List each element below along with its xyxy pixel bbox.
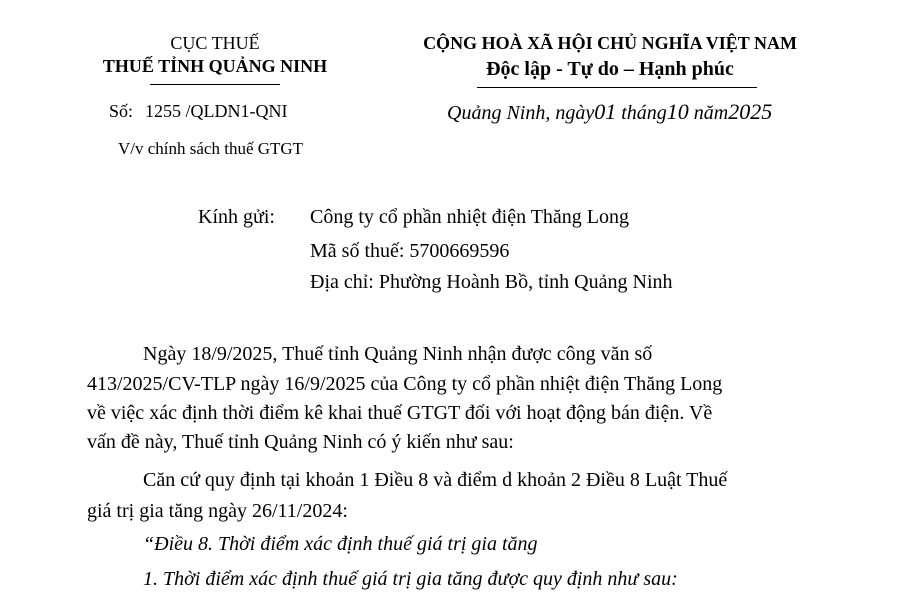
recipient-company: Công ty cổ phần nhiệt điện Thăng Long <box>310 206 630 228</box>
recipient-label: Kính gửi: <box>198 206 275 228</box>
document-subject: V/v chính sách thuế GTGT <box>118 139 304 158</box>
place-date <box>447 99 772 125</box>
agency-underline <box>150 84 280 85</box>
document-number <box>109 101 288 122</box>
nation-title: CỘNG HOÀ XÃ HỘI CHỦ NGHĨA VIỆT NAM <box>423 33 797 53</box>
month-label: tháng <box>621 102 667 124</box>
document-number-label: Số: <box>109 101 134 121</box>
paragraph-1-line-1: Ngày 18/9/2025, Thuế tỉnh Quảng Ninh nhận được công văn số <box>143 343 653 365</box>
date-day: 01 <box>594 99 617 124</box>
document-number-value: 1255 /QLDN1-QNI <box>145 101 288 121</box>
paragraph-1-line-2: 413/2025/CV-TLP ngày 16/9/2025 của Công ty cổ phần nhiệt điện Thăng Long <box>87 373 723 395</box>
date-month: 10 <box>666 99 689 124</box>
agency-name: THUẾ TỈNH QUẢNG NINH <box>102 56 328 76</box>
motto-underline <box>477 87 757 88</box>
paragraph-1-line-3: về việc xác định thời điểm kê khai thuế GTGT đối với hoạt động bán điện. Về <box>87 402 713 424</box>
quote-article-title: “Điều 8. Thời điểm xác định thuế giá trị gia tăng <box>143 533 538 555</box>
paragraph-1-line-4: vấn đề này, Thuế tỉnh Quảng Ninh có ý kiến như sau: <box>87 431 514 453</box>
place-prefix: Quảng Ninh, ngày <box>447 102 595 124</box>
recipient-address: Địa chỉ: Phường Hoành Bồ, tỉnh Quảng Ninh <box>310 271 673 293</box>
quote-clause-1: 1. Thời điểm xác định thuế giá trị gia tăng được quy định như sau: <box>143 568 678 590</box>
date-year: 2025 <box>728 99 773 124</box>
paragraph-2-line-2: giá trị gia tăng ngày 26/11/2024: <box>87 500 348 522</box>
year-label: năm <box>693 102 729 124</box>
agency-parent: CỤC THUẾ <box>170 33 260 53</box>
recipient-tax-code: Mã số thuế: 5700669596 <box>310 240 510 262</box>
national-motto: Độc lập - Tự do – Hạnh phúc <box>486 58 734 80</box>
paragraph-2-line-1: Căn cứ quy định tại khoản 1 Điều 8 và điểm d khoản 2 Điều 8 Luật Thuế <box>143 469 728 491</box>
